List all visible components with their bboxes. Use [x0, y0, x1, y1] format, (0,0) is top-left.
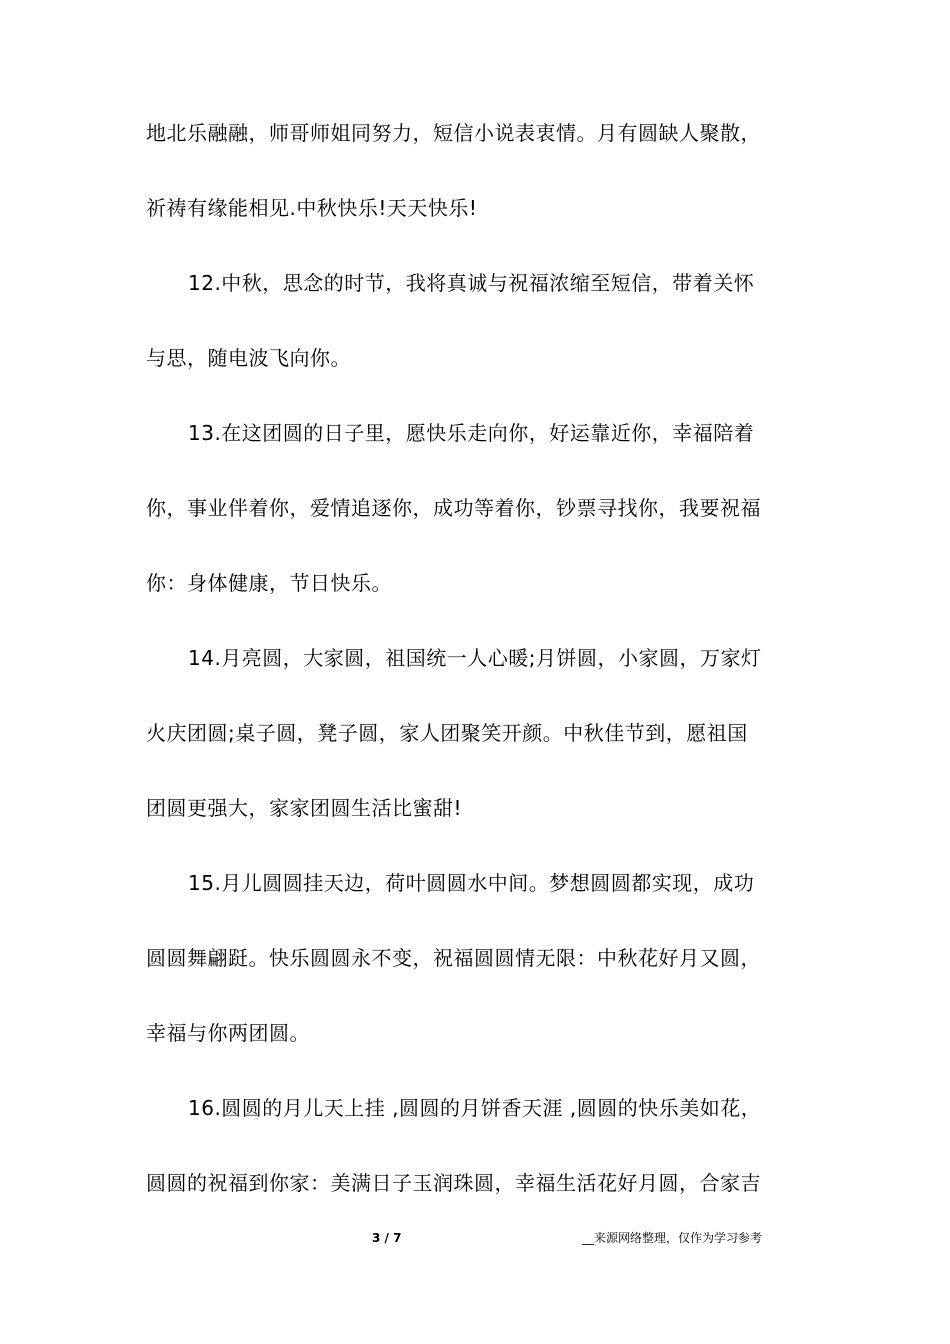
text-line: 圆圆舞翩跹。快乐圆圆永不变，祝福圆圆情无限：中秋花好月又圆，: [146, 946, 761, 970]
text-line: 你：身体健康，节日快乐。: [146, 571, 392, 595]
paragraph-start-line: 12.中秋，思念的时节，我将真诚与祝福浓缩至短信，带着关怀: [188, 271, 755, 295]
text-line: 圆圆的祝福到你家：美满日子玉润珠圆，幸福生活花好月圆，合家吉: [146, 1171, 761, 1195]
text-line: 火庆团圆;桌子圆，凳子圆，家人团聚笑开颜。中秋佳节到，愿祖国: [146, 721, 748, 745]
text-line: 与思，随电波飞向你。: [146, 346, 351, 370]
paragraph-start-line: 15.月儿圆圆挂天边，荷叶圆圆水中间。梦想圆圆都实现，成功: [188, 871, 755, 895]
text-line: 你，事业伴着你，爱情追逐你，成功等着你，钞票寻找你，我要祝福: [146, 496, 761, 520]
text-line: 幸福与你两团圆。: [146, 1021, 310, 1045]
page-number: 3 / 7: [372, 1231, 402, 1245]
text-line: 地北乐融融，师哥师姐同努力，短信小说表衷情。月有圆缺人聚散，: [146, 121, 761, 145]
text-line: 团圆更强大，家家团圆生活比蜜甜!: [146, 796, 463, 820]
paragraph-start-line: 13.在这团圆的日子里，愿快乐走向你，好运靠近你，幸福陪着: [188, 421, 755, 445]
paragraph-start-line: 16.圆圆的月儿天上挂 ,圆圆的月饼香天涯 ,圆圆的快乐美如花，: [188, 1096, 762, 1120]
paragraph-start-line: 14.月亮圆，大家圆，祖国统一人心暖;月饼圆，小家圆，万家灯: [188, 646, 762, 670]
footer-note: __来源网络整理，仅作为学习参考: [582, 1231, 763, 1245]
text-line: 祈祷有缘能相见.中秋快乐!天天快乐!: [146, 196, 478, 220]
